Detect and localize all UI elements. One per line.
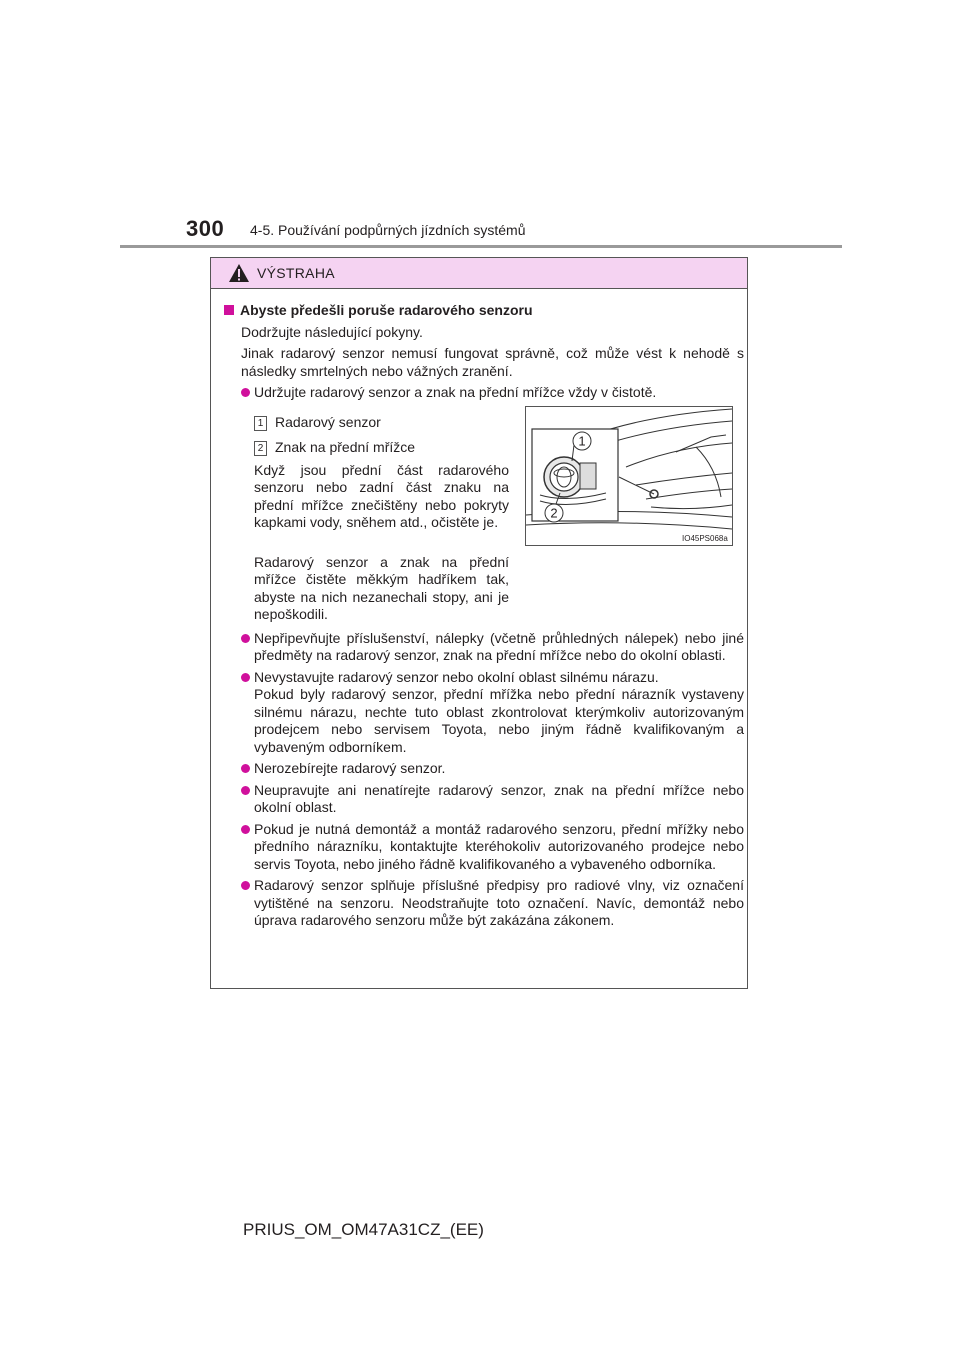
callout-1-label: 1 [578, 433, 586, 448]
bullet-item [224, 384, 744, 402]
bullet-item [224, 782, 744, 817]
callout-2-label: 2 [550, 505, 558, 520]
callout-number: 1 [254, 416, 267, 431]
figure-section [224, 406, 744, 624]
legend-item-radar-sensor [254, 414, 381, 432]
radar-sensor-illustration [525, 406, 733, 546]
header-divider [120, 245, 842, 248]
section-title: 4-5. Používání podpůrných jízdních systémů [250, 222, 526, 238]
callout-number: 2 [254, 441, 267, 456]
bullet-text: Udržujte radarový senzor a znak na přední mřížce vždy v čistotě. [254, 384, 657, 400]
page-number: 300 [186, 216, 225, 241]
warning-header [211, 258, 747, 289]
bullet-text-continued: Pokud byly radarový senzor, přední mřížka nebo přední nárazník vystaveny silnému nárazu, nechte tuto oblast zkontrolovat kterýmkoliv autorizovaným prodejcem nebo servisem Toyota, nebo jiným řádně kvalifikovaným a vybaveným odborníkem. [254, 686, 744, 755]
legend-label: Radarový senzor [275, 413, 381, 430]
bullet-dot-icon [241, 634, 250, 643]
intro-paragraph-1: Dodržujte následující pokyny. [241, 323, 423, 340]
bullet-dot-icon [241, 825, 250, 834]
bullet-dot-icon [241, 673, 250, 682]
figure-code: IO45PS068a [682, 533, 728, 543]
square-bullet-icon [224, 305, 234, 315]
bullet-dot-icon [241, 388, 250, 397]
bullet-text: Pokud je nutná demontáž a montáž radarového senzoru, přední mřížky nebo předního nárazníku, kontaktujte kteréhokoliv autorizovaného prodejce nebo servis Toyota, nebo jiného řádně kvalifikovaného a vybaveného odborníka. [254, 820, 744, 872]
bullet-dot-icon [241, 881, 250, 890]
bullet-item [224, 630, 744, 665]
bullet-item [224, 760, 744, 778]
bullet-item [224, 877, 744, 930]
figure-paragraph-1: Když jsou přední část radarového senzoru nebo zadní část znaku na přední mřížce znečištěny nebo pokryty kapkami vody, sněhem atd., očistěte je. [254, 461, 509, 530]
bullet-text: Nevystavujte radarový senzor nebo okolní oblast silnému nárazu. [254, 668, 659, 685]
bullet-text: Neupravujte ani nenatírejte radarový senzor, znak na přední mřížce nebo okolní oblast. [254, 781, 744, 815]
warning-box [210, 257, 748, 989]
legend-label: Znak na přední mřížce [275, 438, 416, 455]
footer-doc-code: PRIUS_OM_OM47A31CZ_(EE) [243, 1220, 484, 1239]
intro-paragraph-2: Jinak radarový senzor nemusí fungovat správně, což může vést k nehodě s následky smrtelných nebo vážných zranění. [241, 345, 744, 379]
bullet-text: Nepřipevňujte příslušenství, nálepky (včetně průhledných nálepek) nebo jiné předměty na radarový senzor, znak na přední mřížce nebo do okolní oblasti. [254, 629, 744, 663]
warning-heading [224, 302, 744, 320]
warning-title: VÝSTRAHA [257, 265, 335, 281]
bullet-item [224, 821, 744, 874]
warning-content [224, 302, 744, 934]
bullet-item [224, 669, 744, 757]
car-front-drawing [526, 407, 732, 545]
warning-heading-text: Abyste předešli poruše radarového senzoru [240, 302, 533, 318]
warning-triangle-icon [228, 263, 250, 283]
bullet-dot-icon [241, 786, 250, 795]
legend-item-grille-emblem [254, 439, 415, 457]
bullet-text: Nerozebírejte radarový senzor. [254, 760, 446, 776]
bullet-dot-icon [241, 764, 250, 773]
bullet-text: Radarový senzor splňuje příslušné předpisy pro radiové vlny, viz označení vytištěné na senzoru. Neodstraňujte toto označení. Navíc, demontáž nebo úprava radarového senzoru může být zakázána zákonem. [254, 877, 744, 928]
figure-paragraph-2: Radarový senzor a znak na přední mřížce čistěte měkkým hadříkem tak, abyste na nich nezanechali stopy, ani je nepoškodili. [254, 553, 509, 622]
